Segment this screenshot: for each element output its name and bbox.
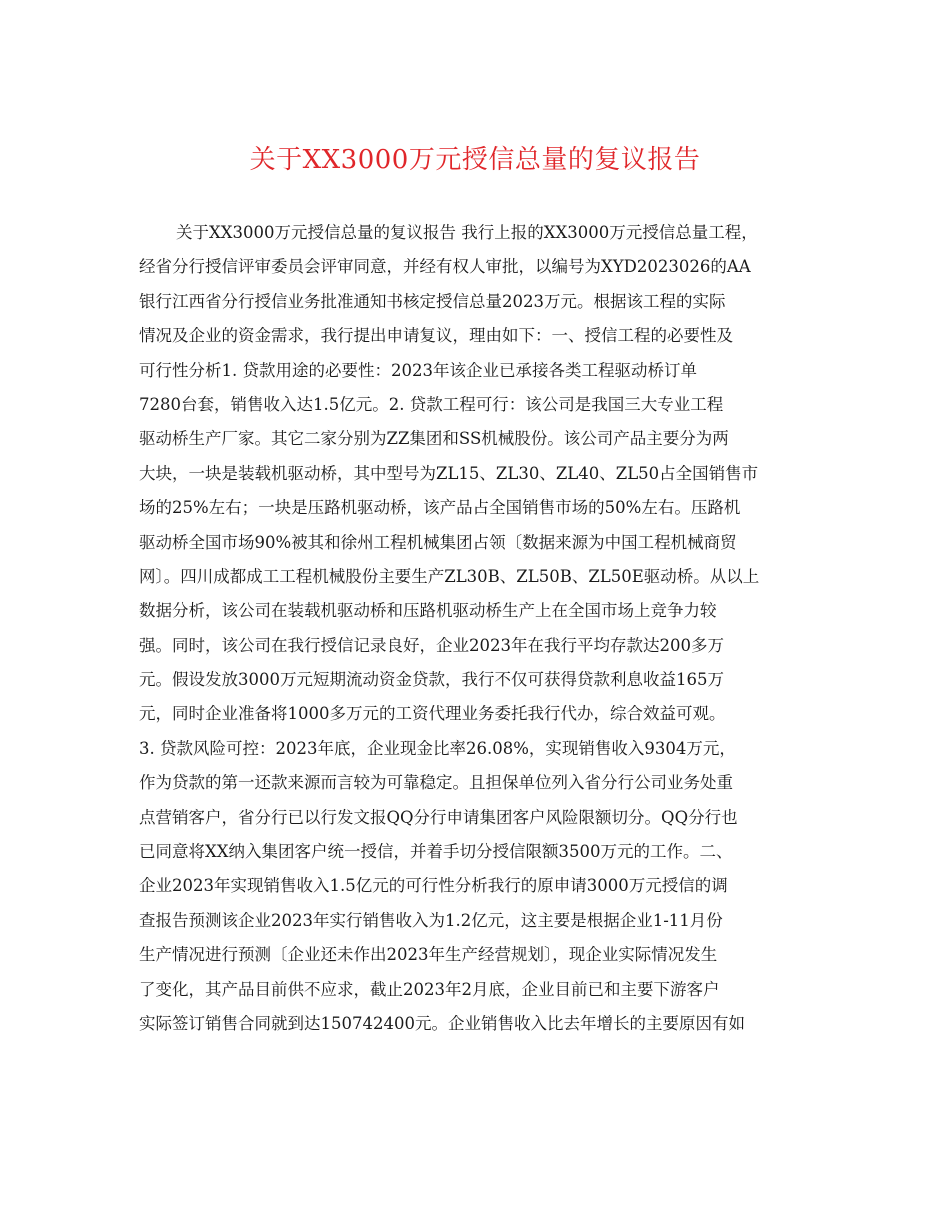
body-line: 企业2023年实现销售收入1.5亿元的可行性分析我行的原申请3000万元授信的调 xyxy=(139,876,728,896)
body-line: 实际签订销售合同就到达150742400元。企业销售收入比去年增长的主要原因有如 xyxy=(139,1013,745,1033)
body-line: 大块，一块是装载机驱动桥，其中型号为ZL15、ZL30、ZL40、ZL50占全国销售市 xyxy=(139,463,759,483)
body-line: 可行性分析1. 贷款用途的必要性：2023年该企业已承接各类工程驱动桥订单 xyxy=(139,360,697,380)
body-line: 7280台套，销售收入达1.5亿元。2. 贷款工程可行：该公司是我国三大专业工程 xyxy=(139,394,724,414)
body-line: 数据分析，该公司在装载机驱动桥和压路机驱动桥生产上在全国市场上竞争力较 xyxy=(139,601,717,621)
body-line: 经省分行授信评审委员会评审同意，并经有权人审批，以编号为XYD2023026的AA xyxy=(139,257,751,277)
body-line: 关于XX3000万元授信总量的复议报告 我行上报的XX3000万元授信总量工程， xyxy=(176,223,758,242)
body-line: 驱动桥生产厂家。其它二家分别为ZZ集团和SS机械股份。该公司产品主要分为两 xyxy=(139,429,729,449)
body-line: 情况及企业的资金需求，我行提出申请复议，理由如下：一、授信工程的必要性及 xyxy=(139,326,733,346)
document-title: 关于XX3000万元授信总量的复议报告 xyxy=(249,145,701,175)
body-line: 生产情况进行预测〔企业还未作出2023年生产经营规划〕，现企业实际情况发生 xyxy=(139,945,718,965)
body-line: 作为贷款的第一还款来源而言较为可靠稳定。且担保单位列入省分行公司业务处重 xyxy=(139,773,733,793)
body-line: 点营销客户，省分行已以行发文报QQ分行申请集团客户风险限额切分。QQ分行也 xyxy=(139,807,738,827)
body-line: 银行江西省分行授信业务批准通知书核定授信总量2023万元。根据该工程的实际 xyxy=(139,291,726,311)
body-line: 场的25%左右；一块是压路机驱动桥，该产品占全国销售市场的50%左右。压路机 xyxy=(139,498,741,518)
body-line: 元。假设发放3000万元短期流动资金贷款，我行不仅可获得贷款利息收益165万 xyxy=(139,670,724,690)
body-line: 强。同时，该公司在我行授信记录良好，企业2023年在我行平均存款达200多万 xyxy=(139,635,724,655)
body-line: 网〕。四川成都成工工程机械股份主要生产ZL30B、ZL50B、ZL50E驱动桥。从以上 xyxy=(139,566,760,586)
document-body xyxy=(139,216,819,1041)
body-line: 驱动桥全国市场90%被其和徐州工程机械集团占领〔数据来源为中国工程机械商贸 xyxy=(139,532,737,552)
body-line: 查报告预测该企业2023年实行销售收入为1.2亿元，这主要是根据企业1-11月份 xyxy=(139,910,723,930)
body-line: 了变化，其产品目前供不应求，截止2023年2月底，企业目前已和主要下游客户 xyxy=(139,979,720,999)
body-line: 3. 贷款风险可控：2023年底，企业现金比率26.08%，实现销售收入9304万元， xyxy=(139,738,736,758)
body-line: 元，同时企业准备将1000多万元的工资代理业务委托我行代办，综合效益可观。 xyxy=(139,704,726,724)
body-line: 已同意将XX纳入集团客户统一授信，并着手切分授信限额3500万元的工作。二、 xyxy=(139,842,733,862)
